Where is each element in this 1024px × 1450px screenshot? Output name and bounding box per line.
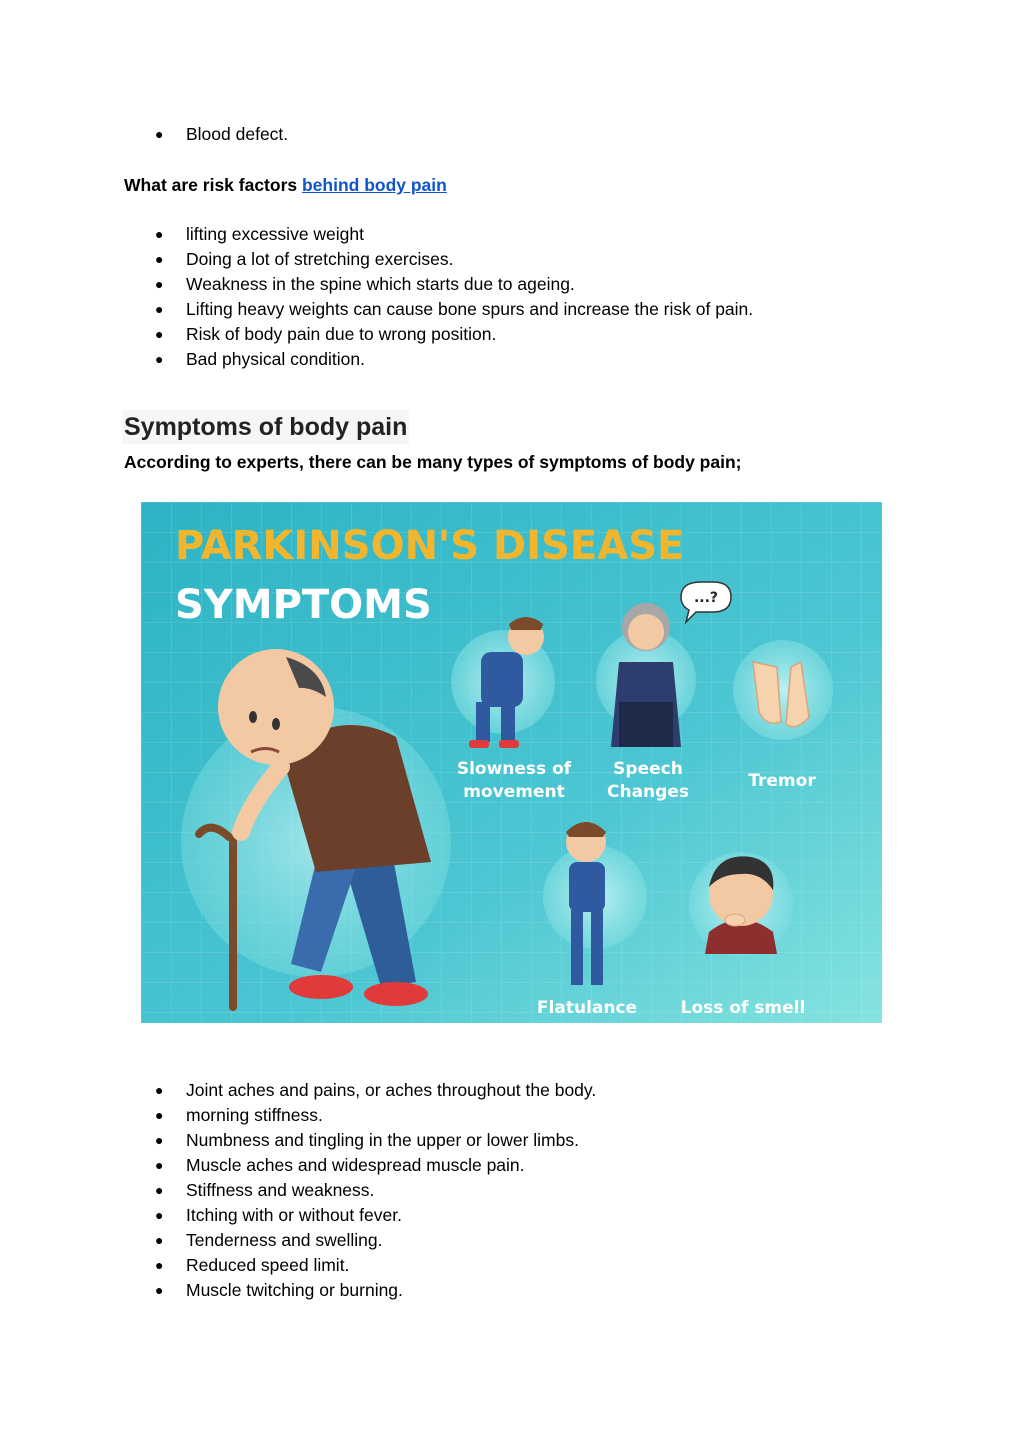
bullet-icon: ● bbox=[155, 251, 164, 267]
bullet-icon: ● bbox=[155, 351, 164, 367]
speech-bubble-text: ...? bbox=[693, 590, 719, 606]
label-speech-line1: Speech bbox=[613, 759, 683, 779]
tremor-hands-illustration bbox=[733, 640, 833, 740]
symptoms-intro: According to experts, there can be many types of symptoms of body pain; bbox=[124, 452, 742, 472]
list-item: ● Joint aches and pains, or aches throughout the body. bbox=[0, 1078, 596, 1103]
bullet-icon: ● bbox=[155, 1107, 164, 1123]
bullet-icon: ● bbox=[155, 1207, 164, 1223]
label-slowness-line1: Slowness of bbox=[456, 759, 572, 779]
bullet-icon: ● bbox=[155, 226, 164, 242]
top-bullet-list bbox=[0, 122, 288, 147]
risk-factors-list bbox=[0, 222, 753, 372]
list-item: ● Weakness in the spine which starts due to ageing. bbox=[0, 272, 753, 297]
list-item: ● Tenderness and swelling. bbox=[0, 1228, 596, 1253]
figure-title-line1: PARKINSON'S DISEASE bbox=[175, 523, 685, 569]
bullet-icon: ● bbox=[155, 301, 164, 317]
label-loss-of-smell: Loss of smell bbox=[680, 998, 806, 1018]
list-item: ● Numbness and tingling in the upper or lower limbs. bbox=[0, 1128, 596, 1153]
label-tremor: Tremor bbox=[748, 771, 816, 791]
bullet-icon: ● bbox=[155, 1132, 164, 1148]
list-item: ● Risk of body pain due to wrong position. bbox=[0, 322, 753, 347]
bullet-icon: ● bbox=[155, 326, 164, 342]
symptoms-list bbox=[0, 1078, 596, 1303]
label-speech-line2: Changes bbox=[607, 782, 689, 802]
list-item: ● Muscle aches and widespread muscle pain. bbox=[0, 1153, 596, 1178]
list-item: ● Reduced speed limit. bbox=[0, 1253, 596, 1278]
list-item: ● Doing a lot of stretching exercises. bbox=[0, 247, 753, 272]
label-slowness-line2: movement bbox=[463, 782, 565, 802]
symptoms-heading: Symptoms of body pain bbox=[122, 410, 409, 444]
label-flatulance: Flatulance bbox=[536, 998, 638, 1018]
bullet-icon: ● bbox=[155, 1182, 164, 1198]
list-item: ● morning stiffness. bbox=[0, 1103, 596, 1128]
bullet-icon: ● bbox=[155, 1282, 164, 1298]
loss-of-smell-illustration bbox=[689, 852, 793, 956]
bullet-icon: ● bbox=[155, 276, 164, 292]
list-item: ● Stiffness and weakness. bbox=[0, 1178, 596, 1203]
risk-factors-title: What are risk factors behind body pain bbox=[124, 175, 447, 195]
figure-title-line2: SYMPTOMS bbox=[175, 582, 432, 628]
list-item: ● Muscle twitching or burning. bbox=[0, 1278, 596, 1303]
bullet-icon: ● bbox=[155, 1082, 164, 1098]
list-item: ● Lifting heavy weights can cause bone spurs and increase the risk of pain. bbox=[0, 297, 753, 322]
list-item: ● lifting excessive weight bbox=[0, 222, 753, 247]
list-item: ● Bad physical condition. bbox=[0, 347, 753, 372]
behind-body-pain-link[interactable]: behind body pain bbox=[301, 175, 447, 195]
bullet-icon: ● bbox=[155, 1232, 164, 1248]
parkinsons-infographic bbox=[141, 502, 882, 1023]
bullet-icon: ● bbox=[155, 1257, 164, 1273]
list-item: ● Blood defect. bbox=[0, 122, 288, 147]
bullet-icon: ● bbox=[155, 1157, 164, 1173]
bullet-icon: ● bbox=[155, 126, 164, 142]
list-item: ● Itching with or without fever. bbox=[0, 1203, 596, 1228]
